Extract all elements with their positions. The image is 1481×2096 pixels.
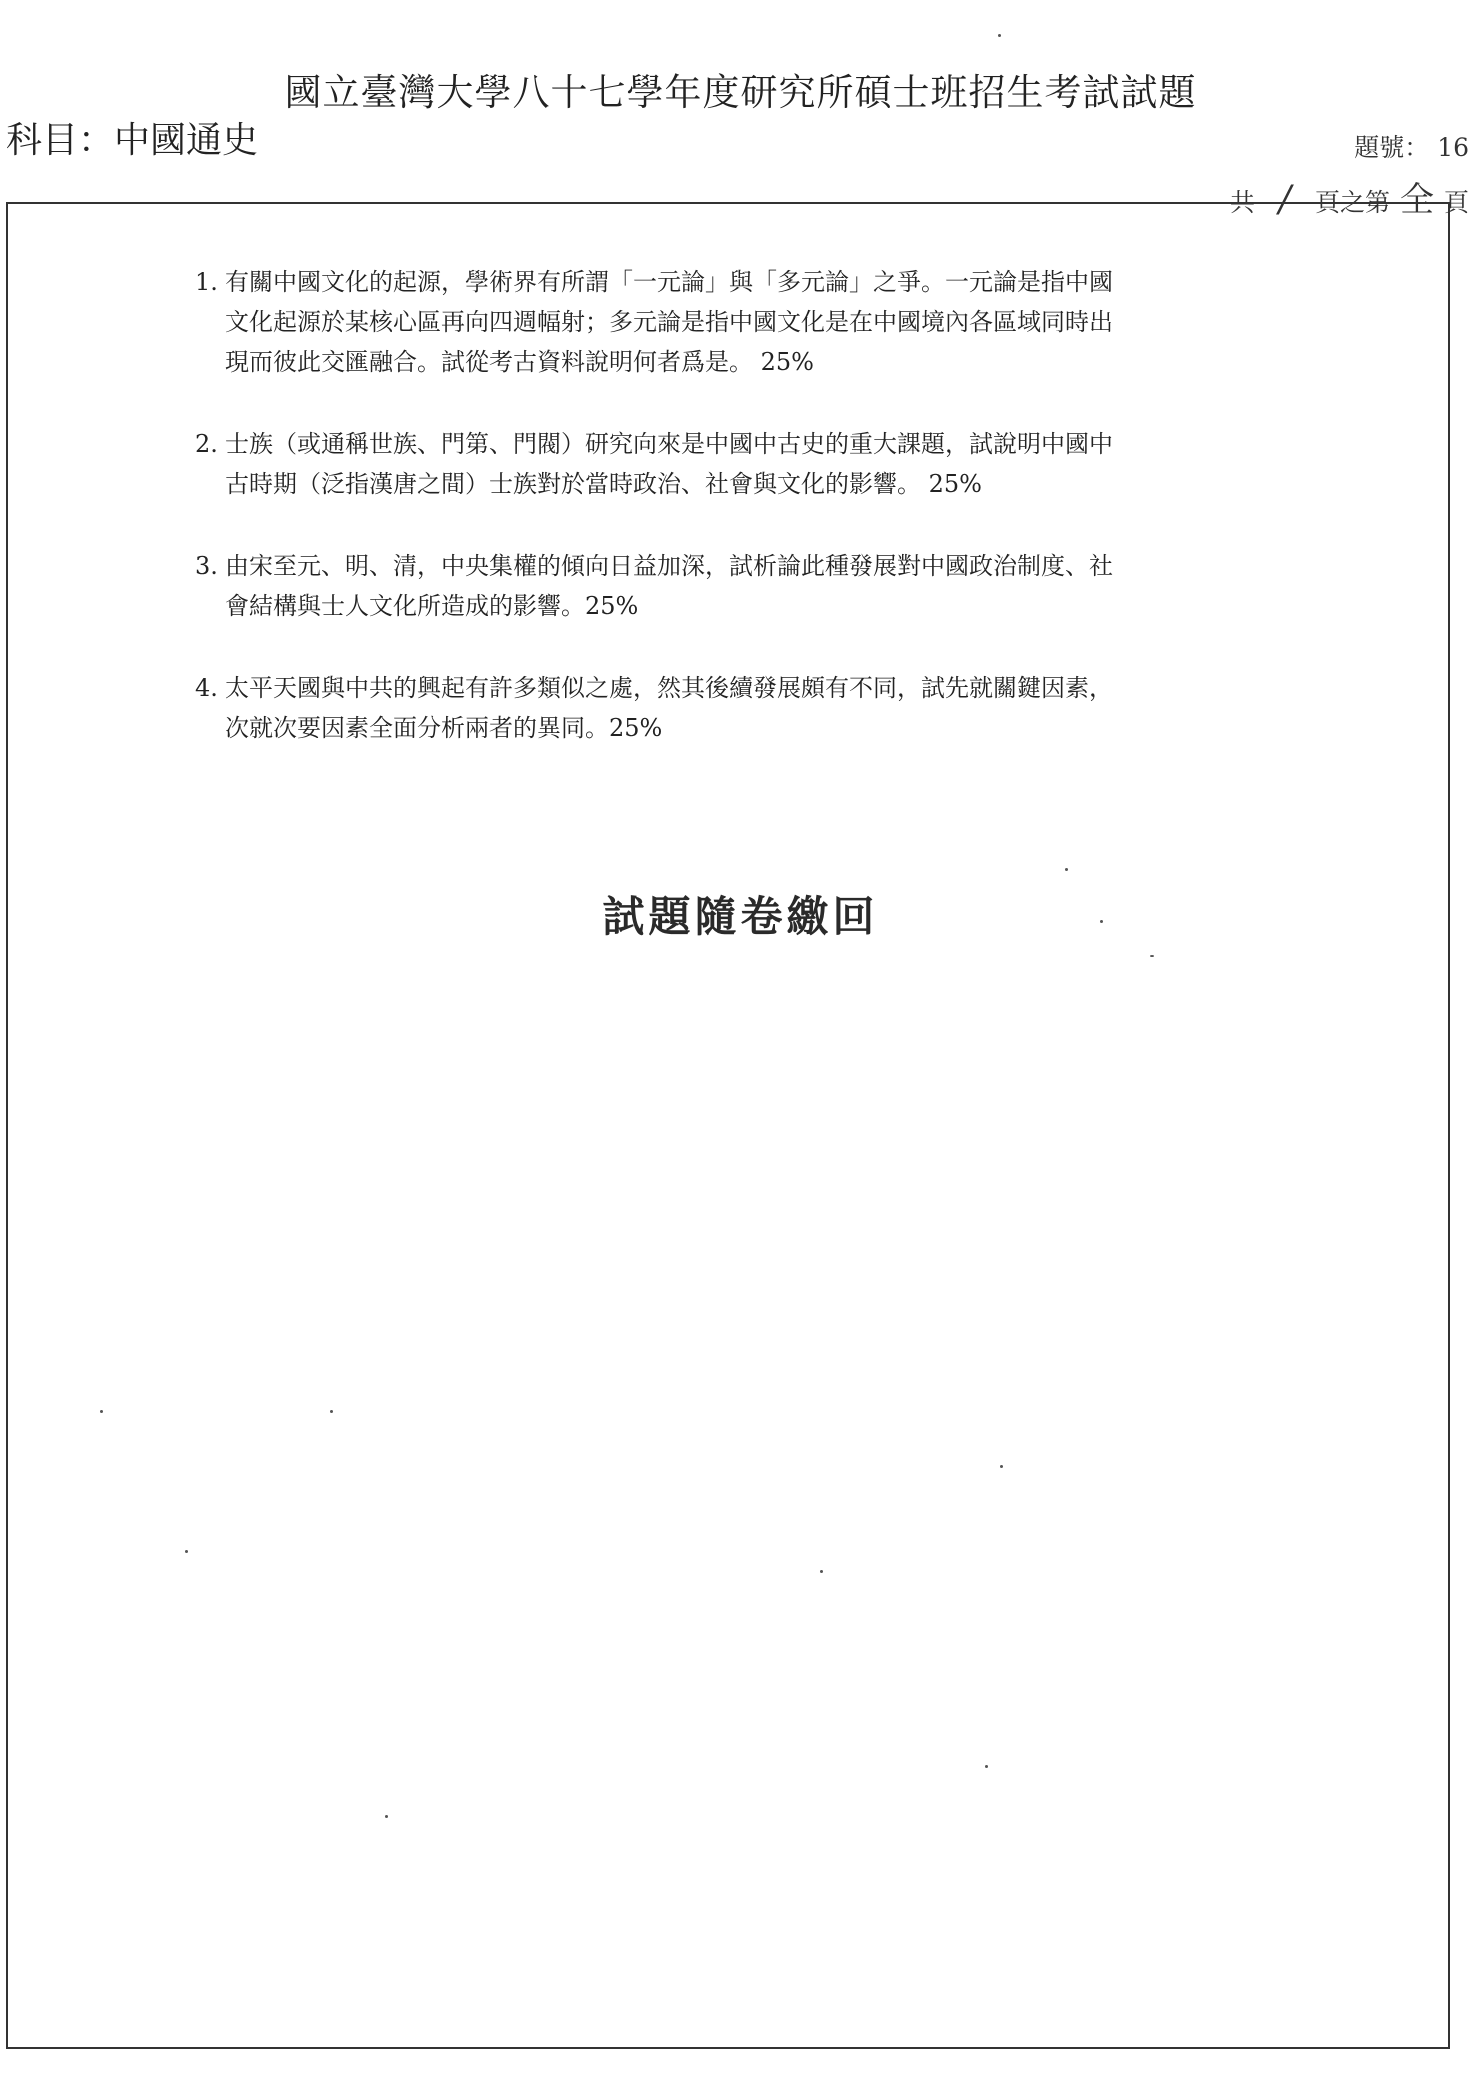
scan-speck [185,1550,188,1553]
question-number: 4. [195,674,218,702]
question-number: 2. [195,430,218,458]
exam-number [1354,128,1469,164]
scan-speck [820,1570,823,1573]
scan-speck [1000,1465,1003,1468]
exam-number-label: 題號： [1354,133,1430,162]
subject-label: 科目：中國通史 [6,120,259,161]
question-2 [195,424,1135,504]
scan-speck [1150,955,1154,957]
scan-speck [100,1410,103,1413]
scan-speck [1065,868,1068,871]
pages-total-label: 共 [1229,188,1255,217]
question-3 [195,546,1135,626]
pages-total-value: / [1278,179,1291,220]
scan-speck [998,34,1001,37]
question-4 [195,668,1135,748]
pages-suffix: 頁 [1443,188,1469,217]
question-1 [195,262,1135,382]
question-text: 士族（或通稱世族、門第、門閥）研究向來是中國中古史的重大課題，試說明中國中古時期（泛指漢唐之間）士族對於當時政治、社會與文化的影響。 25% [225,430,1113,498]
scan-speck [385,1815,388,1818]
exam-number-value: 16 [1437,133,1469,162]
question-list [195,262,1135,790]
scan-speck [1100,920,1103,923]
return-with-paper-stamp: 試題隨卷繳回 [602,892,879,941]
question-text: 有關中國文化的起源，學術界有所謂「一元論」與「多元論」之爭。一元論是指中國文化起源於某核心區再向四週幅射；多元論是指中國文化是在中國境內各區域同時出現而彼此交匯融合。試從考古資料說明何者爲是。 25% [225,268,1113,376]
question-number: 3. [195,552,218,580]
exam-title: 國立臺灣大學八十七學年度研究所碩士班招生考試試題 [284,71,1197,114]
question-number: 1. [195,268,218,296]
question-text: 由宋至元、明、清，中央集權的傾向日益加深，試析論此種發展對中國政治制度、社會結構與士人文化所造成的影響。25% [225,552,1113,620]
pages-of-label: 頁之第 [1314,188,1390,217]
question-text: 太平天國與中共的興起有許多類似之處，然其後續發展頗有不同，試先就關鍵因素，次就次要因素全面分析兩者的異同。25% [225,674,1113,742]
pages-current-value: 全 [1399,180,1434,220]
scan-speck [985,1765,988,1768]
scan-speck [330,1410,333,1413]
